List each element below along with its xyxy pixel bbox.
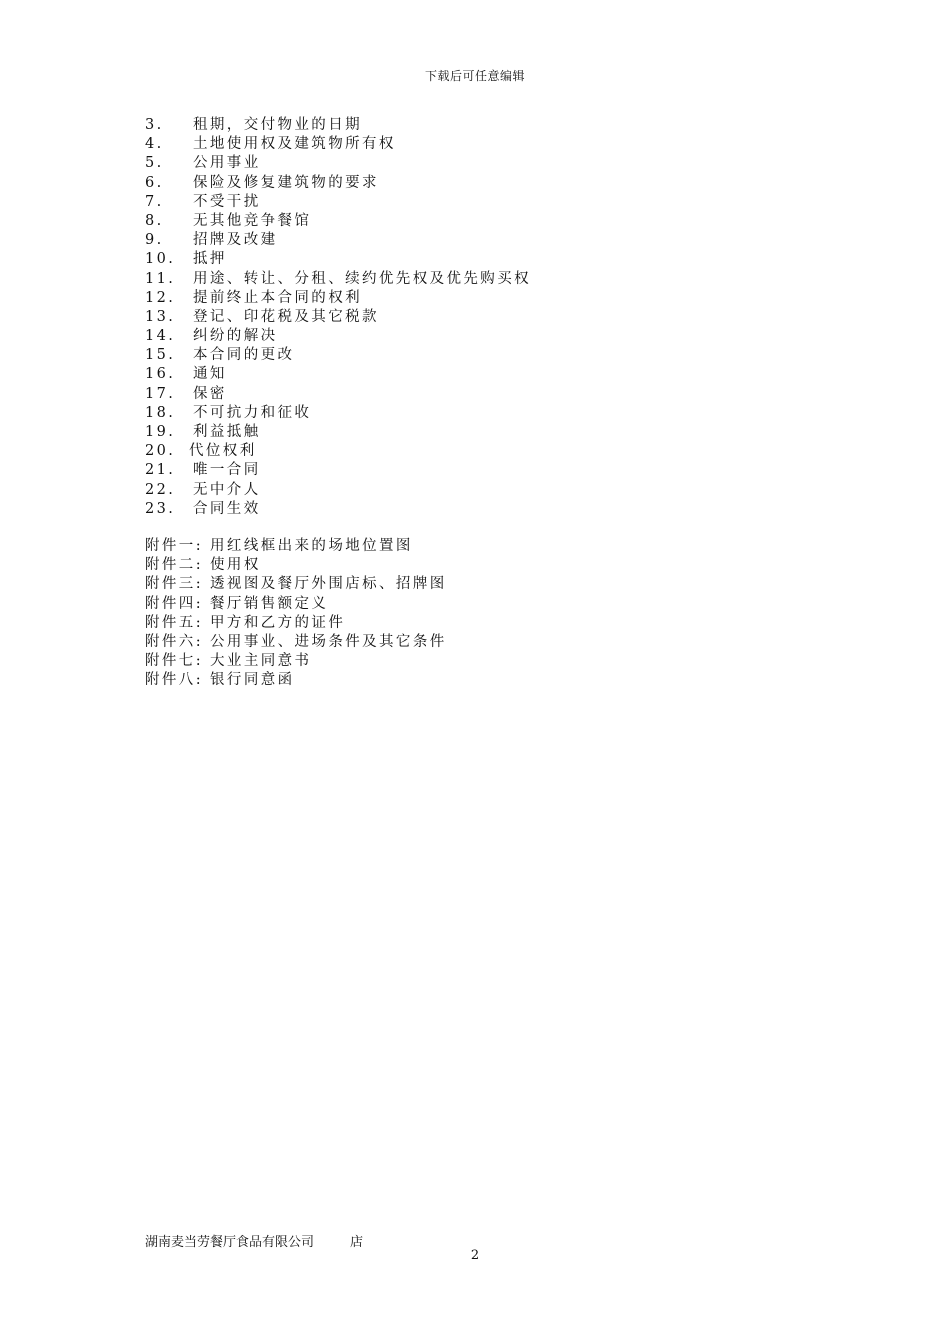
toc-item [145, 481, 845, 500]
toc-item [145, 174, 845, 193]
toc-item-title: 不受干扰 [193, 193, 261, 210]
toc-item [145, 423, 845, 442]
annex-item [145, 671, 845, 690]
toc-item-title: 招牌及改建 [193, 232, 278, 249]
toc-item-title: 本合同的更改 [193, 347, 295, 364]
annex-label: 附件四: [145, 595, 203, 612]
toc-item-title: 保密 [193, 385, 227, 402]
annex-item [145, 537, 845, 556]
toc-item [145, 289, 845, 308]
toc-item-number: 19. [145, 424, 176, 440]
toc-item-number: 8. [145, 212, 164, 229]
toc-item-number: 9. [145, 232, 164, 249]
annex-title: 公用事业、进场条件及其它条件 [210, 633, 447, 650]
toc-item-title: 抵押 [193, 251, 227, 268]
annex-label: 附件八: [145, 672, 203, 689]
toc-item [145, 442, 845, 461]
annex-title: 餐厅销售额定义 [210, 595, 329, 612]
toc-item [145, 404, 845, 423]
annex-item [145, 633, 845, 652]
toc-item-number: 18. [145, 404, 176, 421]
toc-item-number: 14. [145, 328, 176, 345]
page-header: 下载后可任意编辑 [424, 69, 525, 83]
toc-item-number: 10. [145, 251, 176, 268]
toc-item-title: 利益抵触 [193, 424, 261, 440]
toc-item-title: 不可抗力和征收 [193, 404, 312, 421]
toc-item-number: 5. [145, 155, 164, 172]
toc-item [145, 308, 845, 327]
annex-item [145, 652, 845, 671]
annex-title: 大业主同意书 [210, 653, 312, 670]
toc-item [145, 461, 845, 480]
toc-item-title: 登记、印花税及其它税款 [193, 308, 379, 325]
toc-item-title: 通知 [193, 366, 227, 383]
toc-item-number: 3. [145, 117, 164, 133]
toc-item [145, 327, 845, 346]
footer-store-label: 店 [350, 1235, 364, 1250]
toc-item [145, 154, 845, 173]
toc-item [145, 231, 845, 250]
toc-item [145, 500, 845, 519]
toc-item [145, 193, 845, 212]
toc-item-number: 11. [145, 270, 176, 287]
toc-item-number: 17. [145, 385, 176, 402]
toc-item-title: 唯一合同 [193, 462, 261, 479]
toc-item-number: 15. [145, 347, 176, 364]
toc-item [145, 385, 845, 404]
annex-item [145, 575, 845, 594]
toc-item-number: 13. [145, 308, 176, 325]
toc-item-title: 租期，交付物业的日期 [193, 117, 362, 133]
annex-label: 附件一: [145, 538, 203, 554]
annex-label: 附件二: [145, 557, 203, 574]
annex-item [145, 556, 845, 575]
toc-item-title: 保险及修复建筑物的要求 [193, 174, 379, 191]
footer-company-name: 湖南麦当劳餐厅食品有限公司 [145, 1235, 315, 1250]
annex-label: 附件六: [145, 633, 203, 650]
annex-title: 透视图及餐厅外围店标、招牌图 [210, 576, 447, 593]
annex-label: 附件七: [145, 653, 203, 670]
toc-item-number: 22. [145, 481, 176, 498]
table-of-contents [145, 116, 845, 519]
page-number: 2 [470, 1248, 480, 1263]
toc-item-number: 16. [145, 366, 176, 383]
toc-item-title: 无其他竞争餐馆 [193, 212, 312, 229]
annex-title: 用红线框出来的场地位置图 [210, 538, 413, 554]
annex-title: 使用权 [210, 557, 261, 574]
toc-item [145, 212, 845, 231]
toc-item-number: 4. [145, 136, 164, 153]
toc-item-number: 20. [145, 443, 176, 460]
toc-item [145, 365, 845, 384]
toc-item-title: 代位权利 [189, 443, 257, 460]
toc-item-number: 21. [145, 462, 176, 479]
toc-item-title: 土地使用权及建筑物所有权 [193, 136, 396, 153]
annex-label: 附件三: [145, 576, 203, 593]
annex-item [145, 595, 845, 614]
toc-item-number: 6. [145, 174, 164, 191]
annex-list [145, 537, 845, 691]
toc-item-title: 纠纷的解决 [193, 328, 278, 345]
toc-item [145, 116, 845, 135]
toc-item-title: 合同生效 [193, 500, 261, 517]
toc-item-title: 用途、转让、分租、续约优先权及优先购买权 [193, 270, 531, 287]
toc-item-title: 公用事业 [193, 155, 261, 172]
toc-item-number: 7. [145, 193, 164, 210]
toc-item [145, 270, 845, 289]
annex-title: 银行同意函 [210, 672, 295, 689]
toc-item-title: 提前终止本合同的权利 [193, 289, 362, 306]
toc-item-number: 23. [145, 500, 176, 517]
toc-item [145, 135, 845, 154]
annex-item [145, 614, 845, 633]
annex-title: 甲方和乙方的证件 [210, 614, 346, 631]
toc-item-title: 无中介人 [193, 481, 261, 498]
toc-item-number: 12. [145, 289, 176, 306]
toc-item [145, 250, 845, 269]
toc-item [145, 346, 845, 365]
annex-label: 附件五: [145, 614, 203, 631]
